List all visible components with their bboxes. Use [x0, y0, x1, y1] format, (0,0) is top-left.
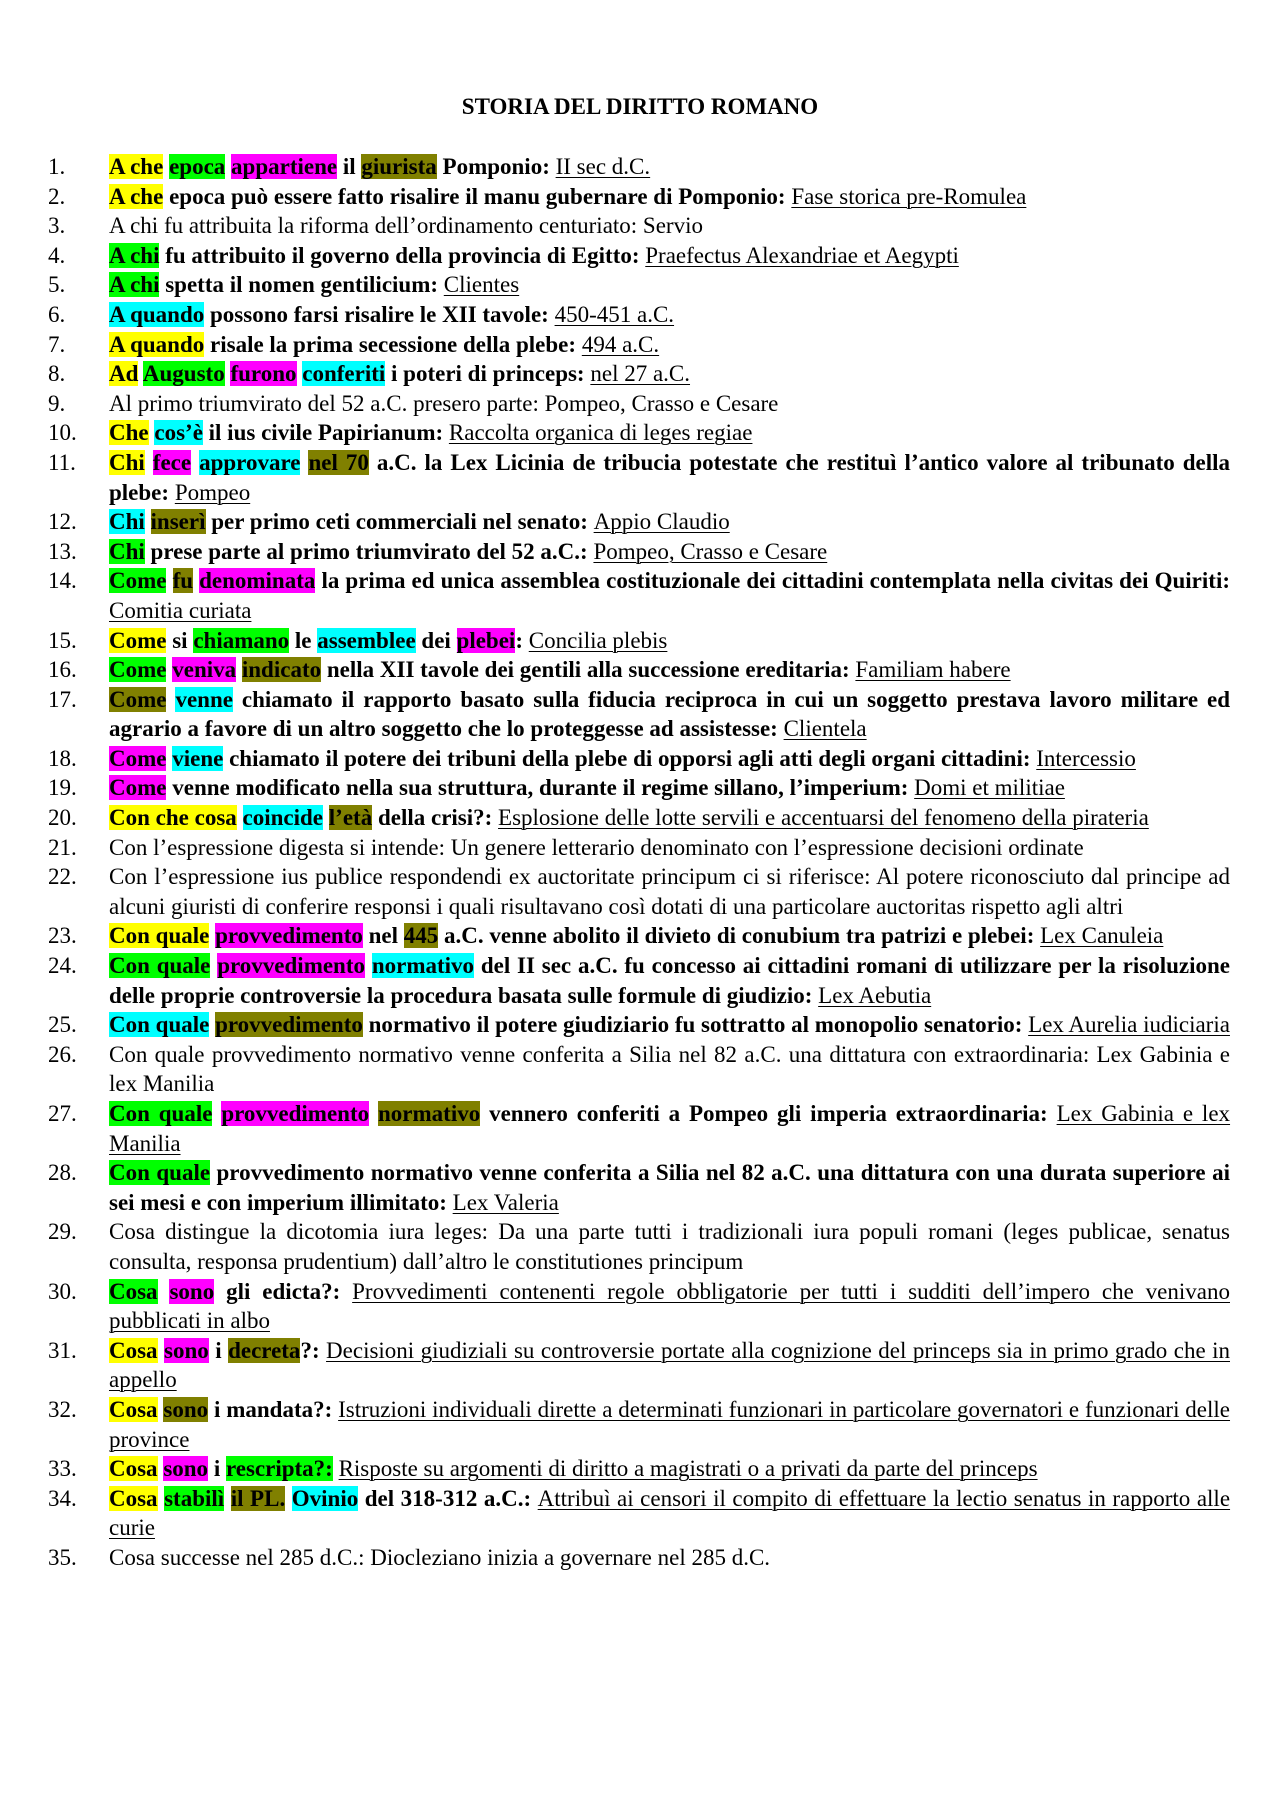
question-text: [109, 1338, 326, 1363]
question-text: [109, 332, 582, 357]
question-fragment: dei: [415, 627, 457, 653]
question-text: [109, 302, 555, 327]
highlight: conferiti: [302, 361, 386, 387]
question-fragment: si: [166, 627, 194, 653]
question-fragment: possono farsi risalire le XII tavole:: [204, 301, 555, 327]
highlight: decreta: [228, 1337, 301, 1363]
item-number: 2.: [48, 183, 66, 209]
answer-text: Appio Claudio: [593, 509, 730, 535]
list-item: [0, 626, 1280, 656]
question-fragment: nel: [362, 923, 404, 949]
highlight: Che: [109, 420, 149, 446]
question-fragment: venne modificato nella sua struttura, durante il regime sillano, l’imperium:: [166, 775, 915, 801]
question-fragment: ?:: [300, 1337, 327, 1363]
highlight: Con quale: [109, 1012, 210, 1038]
question-fragment: [237, 805, 243, 830]
question-text: [109, 184, 791, 209]
answer-text: Risposte su argomenti di diritto a magistrati o a privati da parte del princeps: [338, 1456, 1038, 1482]
highlight: A che: [109, 183, 164, 209]
list-item: [0, 921, 1280, 951]
list-item: [0, 152, 1280, 182]
highlight: sono: [164, 1337, 209, 1363]
item-number: 20.: [48, 805, 77, 831]
list-item: [0, 1040, 1280, 1099]
question-text: [109, 509, 594, 534]
item-number: 25.: [48, 1012, 77, 1038]
list-item: [0, 685, 1280, 744]
highlight: nel 70: [308, 449, 369, 475]
question-text: [109, 213, 703, 238]
answer-text: nel 27 a.C.: [590, 361, 691, 387]
question-text: [109, 1486, 538, 1511]
highlight: provvedimento: [221, 1101, 370, 1126]
question-fragment: [236, 657, 242, 682]
item-number: 29.: [48, 1219, 77, 1245]
question-fragment: i: [208, 1337, 229, 1363]
question-text: [109, 568, 1230, 593]
highlight: assemblee: [317, 627, 416, 653]
answer-text: Istruzioni individuali dirette a determinati funzionari in particolare governatori e funzionari delle province: [109, 1396, 1231, 1452]
question-fragment: vennero conferiti a Pompeo gli imperia extraordinaria:: [480, 1101, 1057, 1126]
highlight: Come: [109, 627, 167, 653]
highlight: Cosa: [109, 1485, 158, 1511]
item-number: 32.: [48, 1396, 77, 1422]
question-text: [109, 1101, 1057, 1126]
highlight: il PL.: [230, 1485, 286, 1511]
highlight: A che: [109, 154, 164, 179]
item-number: 9.: [48, 390, 66, 416]
highlight: Cosa: [109, 1337, 158, 1363]
answer-text: Decisioni giudiziali su controversie portate alla cognizione del princeps sia in primo grado che in appello: [109, 1337, 1230, 1393]
answer-text: Clientes: [443, 272, 520, 298]
question-fragment: i mandata?:: [208, 1396, 339, 1422]
question-fragment: gli edicta?:: [214, 1278, 353, 1304]
item-number: 21.: [48, 834, 77, 860]
question-fragment: [365, 953, 372, 978]
question-fragment: Pomponio:: [436, 154, 556, 179]
answer-text: Domi et militiae: [914, 775, 1065, 801]
answer-text: Clientela: [783, 716, 867, 742]
question-text: [109, 835, 1084, 860]
question-fragment: il: [337, 154, 362, 179]
question-text: [109, 1042, 1230, 1097]
question-fragment: [145, 450, 153, 475]
question-fragment: normativo il potere giudiziario fu sottratto al monopolio senatorio:: [362, 1012, 1029, 1038]
item-number: 22.: [48, 864, 77, 890]
list-item: [0, 862, 1280, 921]
item-number: 24.: [48, 953, 77, 979]
highlight: indicato: [241, 657, 322, 683]
question-text: [109, 154, 556, 179]
item-number: 13.: [48, 538, 77, 564]
question-text: [109, 361, 590, 386]
item-number: 8.: [48, 361, 66, 387]
question-text: [109, 687, 1230, 742]
answer-text: II sec d.C.: [555, 154, 651, 179]
list-item: [0, 951, 1280, 1010]
highlight: Cosa: [109, 1278, 158, 1304]
item-number: 26.: [48, 1041, 77, 1067]
highlight: Con quale: [109, 1160, 211, 1186]
answer-text: Provvedimenti contenenti regole obbligatorie per tutti i sudditi dell’impero che venivano pubblicati in albo: [109, 1278, 1230, 1334]
question-text: [109, 1279, 352, 1304]
question-fragment: le: [289, 627, 318, 653]
question-text: [109, 1160, 1230, 1215]
highlight: normativo: [371, 953, 475, 979]
item-number: 34.: [48, 1485, 77, 1511]
question-fragment: [224, 1486, 231, 1511]
list-item: [0, 418, 1280, 448]
list-item: [0, 1158, 1280, 1217]
question-list: [0, 152, 1280, 1573]
question-fragment: chiamato il potere dei tribuni della plebe di opporsi agli atti degli organi cittadini:: [223, 745, 1037, 771]
question-fragment: i poteri di princeps:: [385, 361, 591, 387]
question-fragment: epoca può essere fatto risalire il manu gubernare di Pomponio:: [163, 183, 792, 209]
highlight: Ad: [109, 361, 139, 387]
answer-text: 450-451 a.C.: [554, 301, 675, 327]
highlight: venne: [175, 686, 233, 712]
list-item: [0, 1484, 1280, 1543]
question-fragment: a.C. venne abolito il divieto di conubium tra patrizi e plebei:: [438, 923, 1041, 949]
question-fragment: provvedimento normativo venne conferita a Silia nel 82 a.C. una dittatura con una durata superiore ai sei mesi e con imperium illimitato:: [109, 1160, 1230, 1215]
question-fragment: Cosa successe nel 285 d.C.: Diocleziano inizia a governare nel 285 d.C.: [109, 1544, 771, 1570]
highlight: fece: [152, 449, 192, 475]
list-item: [0, 1454, 1280, 1484]
list-item: [0, 182, 1280, 212]
highlight: rescripta?:: [225, 1456, 333, 1482]
question-text: [109, 1012, 1028, 1037]
item-number: 6.: [48, 301, 66, 327]
question-fragment: spetta il nomen gentilicium:: [159, 272, 444, 298]
item-number: 3.: [48, 213, 66, 239]
question-fragment: [285, 1486, 292, 1511]
question-fragment: Al primo triumvirato del 52 a.C. presero parte: Pompeo, Crasso e Cesare: [109, 390, 779, 416]
answer-text: Intercessio: [1036, 745, 1136, 771]
list-item: [0, 359, 1280, 389]
highlight: sono: [163, 1456, 209, 1482]
item-number: 14.: [48, 568, 77, 594]
highlight: A chi: [109, 242, 160, 268]
list-item: [0, 389, 1280, 419]
list-item: [0, 566, 1280, 625]
answer-text: Concilia plebis: [528, 627, 668, 653]
question-text: [109, 1397, 338, 1422]
list-item: [0, 1543, 1280, 1573]
question-fragment: fu attribuito il governo della provincia di Egitto:: [159, 242, 646, 268]
list-item: [0, 1217, 1280, 1276]
answer-text: Familiam habere: [855, 657, 1011, 683]
item-number: 15.: [48, 627, 77, 653]
highlight: fu: [172, 568, 194, 594]
item-number: 11.: [48, 449, 76, 475]
question-text: [109, 1545, 770, 1570]
question-text: [109, 243, 645, 268]
answer-text: Lex Canuleia: [1040, 923, 1164, 949]
list-item: [0, 803, 1280, 833]
highlight: plebei: [456, 627, 516, 653]
question-fragment: della crisi?:: [372, 805, 499, 831]
highlight: Come: [109, 686, 167, 712]
question-text: [109, 923, 1040, 948]
question-fragment: del 318-312 a.C.:: [358, 1485, 538, 1511]
highlight: Con quale: [109, 923, 210, 949]
question-text: [109, 746, 1036, 771]
answer-text: Esplosione delle lotte servili e accentuarsi del fenomeno della pirateria: [498, 805, 1149, 831]
list-item: [0, 833, 1280, 863]
highlight: coincide: [242, 805, 324, 831]
highlight: Come: [109, 568, 167, 594]
highlight: 445: [403, 923, 439, 949]
question-text: [109, 539, 593, 564]
highlight: Con quale: [109, 1101, 213, 1126]
answer-text: 494 a.C.: [581, 331, 660, 357]
list-item: [0, 655, 1280, 685]
answer-text: Lex Aebutia: [818, 982, 932, 1008]
question-fragment: nella XII tavole dei gentili alla successione ereditaria:: [321, 657, 856, 683]
highlight: A quando: [109, 331, 205, 357]
item-number: 4.: [48, 242, 66, 268]
item-number: 31.: [48, 1337, 77, 1363]
question-text: [109, 953, 1230, 1008]
question-fragment: [212, 1101, 221, 1126]
highlight: provvedimento: [215, 1012, 363, 1038]
item-number: 1.: [48, 154, 66, 179]
answer-text: Comitia curiata: [109, 597, 252, 623]
item-number: 30.: [48, 1278, 77, 1304]
highlight: Chi: [109, 509, 145, 535]
item-number: 16.: [48, 657, 77, 683]
question-text: [109, 1456, 339, 1481]
question-fragment: prese parte al primo triumvirato del 52 a.C.:: [144, 538, 594, 564]
question-text: [109, 450, 1230, 505]
question-fragment: [191, 450, 199, 475]
highlight: Cosa: [109, 1396, 158, 1422]
highlight: Con che cosa: [109, 805, 237, 831]
answer-text: Lex Gabinia e lex Manilia: [109, 1101, 1231, 1156]
list-item: [0, 330, 1280, 360]
highlight: cos’è: [154, 420, 203, 446]
highlight: viene: [172, 745, 224, 771]
question-fragment: [369, 1101, 378, 1126]
highlight: approvare: [199, 449, 301, 475]
highlight: normativo: [378, 1101, 481, 1126]
highlight: epoca: [169, 154, 226, 179]
item-number: 27.: [48, 1101, 77, 1126]
item-number: 10.: [48, 420, 77, 446]
question-fragment: Con quale provvedimento normativo venne conferita a Silia nel 82 a.C. una dittatura con extraordinaria: Lex Gabinia e lex Manilia: [109, 1041, 1230, 1097]
list-item: [0, 270, 1280, 300]
item-number: 18.: [48, 745, 77, 771]
list-item: [0, 1277, 1280, 1336]
question-text: [109, 1219, 1230, 1274]
highlight: Come: [109, 775, 167, 801]
list-item: [0, 241, 1280, 271]
highlight: Augusto: [142, 361, 225, 387]
question-fragment: a.C. la Lex Licinia de tribucia potestate che restituì l’antico valore al tribunato della plebe:: [109, 449, 1231, 505]
list-item: [0, 773, 1280, 803]
list-item: [0, 1395, 1280, 1454]
question-text: [109, 420, 449, 445]
question-fragment: risale la prima secessione della plebe:: [204, 331, 582, 357]
highlight: Chi: [109, 449, 145, 475]
highlight: Chi: [109, 538, 145, 564]
document-title: STORIA DEL DIRITTO ROMANO: [461, 94, 819, 119]
highlight: Come: [109, 745, 167, 771]
question-fragment: per primo ceti commerciali nel senato:: [205, 509, 594, 535]
question-fragment: il ius civile Papirianum:: [202, 420, 449, 446]
answer-text: Praefectus Alexandriae et Aegypti: [645, 242, 959, 268]
highlight: inserì: [150, 509, 206, 535]
question-fragment: Cosa distingue la dicotomia iura leges: Da una parte tutti i tradizionali iura populi romani (leges publicae, senatus consulta, responsa prudentium) dall’altro le constitutiones principum: [109, 1219, 1230, 1274]
list-item: [0, 211, 1280, 241]
highlight: Cosa: [109, 1456, 158, 1482]
question-fragment: i: [208, 1456, 226, 1482]
question-text: [109, 628, 529, 653]
highlight: Con quale: [109, 953, 211, 979]
highlight: A chi: [109, 272, 160, 298]
highlight: veniva: [172, 657, 237, 683]
highlight: giurista: [361, 154, 437, 179]
question-fragment: del II sec a.C. fu concesso ai cittadini romani di utilizzare per la risoluzione delle proprie controversie la procedura basata sulle formule di giudizio:: [109, 953, 1230, 1008]
answer-text: Attribuì ai censori il compito di effettuare la lectio senatus in rapporto alle curie: [109, 1485, 1231, 1541]
highlight: chiamano: [193, 627, 290, 653]
question-fragment: [158, 1279, 170, 1304]
answer-text: Lex Aurelia iudiciaria: [1028, 1012, 1230, 1038]
question-fragment: Con l’espressione digesta si intende: Un genere letterario denominato con l’espressione decisioni ordinate: [109, 834, 1084, 860]
item-number: 19.: [48, 775, 77, 801]
answer-text: Raccolta organica di leges regiae: [448, 420, 753, 446]
highlight: l’età: [328, 805, 373, 831]
item-number: 17.: [48, 686, 77, 712]
highlight: stabilì: [164, 1485, 225, 1511]
list-item: [0, 1099, 1280, 1158]
list-item: [0, 1010, 1280, 1040]
list-item: [0, 1336, 1280, 1395]
answer-text: Fase storica pre-Romulea: [791, 183, 1027, 209]
item-number: 5.: [48, 272, 66, 298]
highlight: appartiene: [231, 154, 338, 179]
question-fragment: [323, 805, 329, 830]
question-text: [109, 391, 778, 416]
answer-text: Pompeo, Crasso e Cesare: [593, 538, 828, 564]
highlight: A quando: [109, 301, 205, 327]
highlight: provvedimento: [217, 953, 366, 979]
highlight: furono: [230, 361, 297, 387]
question-fragment: [166, 568, 172, 593]
list-item: [0, 537, 1280, 567]
item-number: 28.: [48, 1160, 77, 1186]
item-number: 23.: [48, 923, 77, 949]
item-number: 35.: [48, 1544, 77, 1570]
list-item: [0, 300, 1280, 330]
question-fragment: chiamato il rapporto basato sulla fiducia reciproca in cui un soggetto prestava lavoro militare ed agrario a favore di un altro soggetto che lo proteggesse ad assistesse:: [109, 686, 1231, 742]
item-number: 12.: [48, 509, 77, 535]
question-text: [109, 657, 855, 682]
question-fragment: la prima ed unica assemblea costituzionale dei cittadini contemplata nella civitas dei Quiriti:: [315, 568, 1230, 594]
highlight: provvedimento: [215, 923, 363, 949]
highlight: Ovinio: [291, 1485, 359, 1511]
highlight: denominata: [199, 568, 316, 594]
question-text: [109, 775, 914, 800]
answer-text: Lex Valeria: [452, 1189, 559, 1215]
highlight: Come: [109, 657, 167, 683]
item-number: 33.: [48, 1456, 77, 1482]
question-text: [109, 864, 1230, 919]
highlight: sono: [163, 1396, 209, 1422]
question-fragment: [145, 509, 151, 534]
item-number: 7.: [48, 331, 66, 357]
question-text: [109, 272, 444, 297]
list-item: [0, 448, 1280, 507]
question-fragment: Con l’espressione ius publice respondendi ex auctoritate principum ci si riferisce: Al potere riconosciuto dal principe ad alcuni giuristi di conferire responsi i quali risultavano così dotati di una particolare auctoritas rispetto agli altri: [109, 864, 1230, 919]
question-fragment: A chi fu attribuita la riforma dell’ordinamento centuriato: Servio: [109, 213, 703, 239]
list-item: [0, 507, 1280, 537]
question-text: [109, 805, 498, 830]
question-fragment: :: [515, 627, 529, 653]
highlight: sono: [169, 1278, 215, 1304]
list-item: [0, 744, 1280, 774]
answer-text: Pompeo: [174, 479, 251, 505]
